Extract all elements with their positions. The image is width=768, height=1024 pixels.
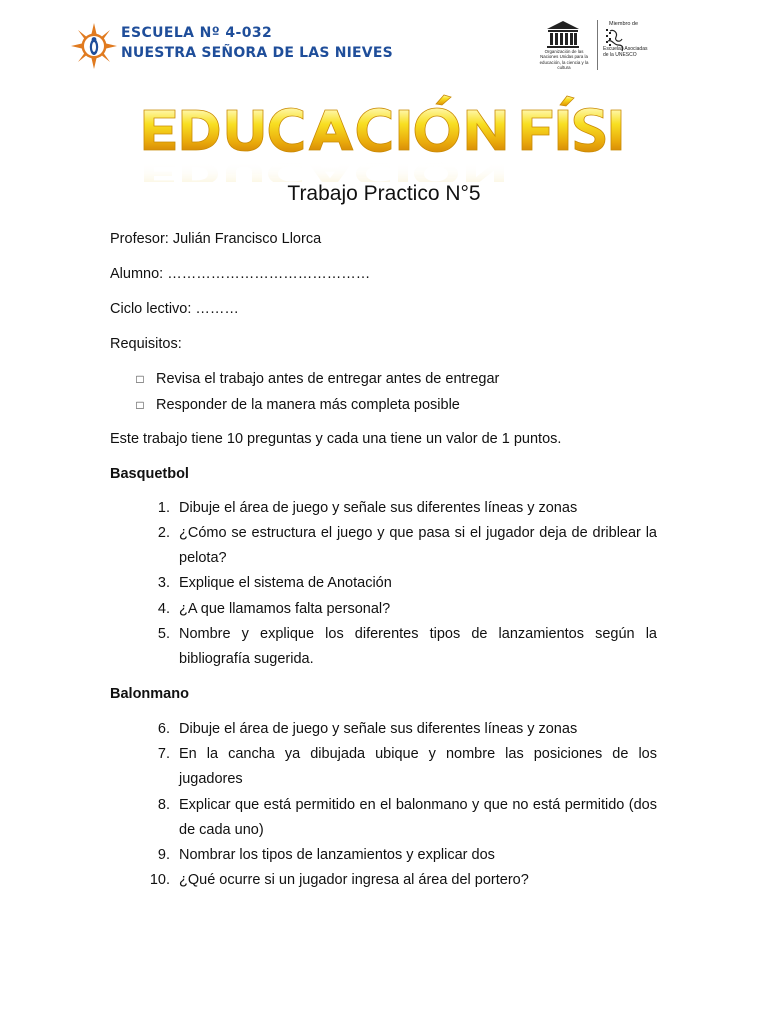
school-name-line2: NUESTRA SEÑORA DE LAS NIEVES (121, 45, 393, 61)
question-text: ¿Qué ocurre si un jugador ingresa al área del portero? (179, 872, 529, 888)
school-emblem-icon (70, 22, 118, 70)
question-text: ¿Cómo se estructura el juego y que pasa si el jugador deja de driblear la pelota? (179, 525, 657, 566)
question-number: 2. (157, 525, 170, 541)
aspnet-caption: Escuelas Asociadas de la UNESCO (603, 46, 648, 58)
requisitos-label: Requisitos: (110, 336, 182, 352)
alumno-line: Alumno: …………………………………… (110, 266, 371, 282)
unesco-caption: Organización de las Naciones Unidas para la educación, la ciencia y la cultura (539, 49, 589, 71)
intro-text: Este trabajo tiene 10 preguntas y cada una tiene un valor de 1 puntos. (110, 431, 562, 447)
title-wordart (138, 86, 632, 182)
question-number: 5. (157, 626, 170, 642)
question-number: 1. (157, 500, 170, 516)
ciclo-lectivo-line: Ciclo lectivo: ……… (110, 301, 239, 317)
aspnet-label: Miembro de (609, 21, 639, 27)
profesor-line: Profesor: Julián Francisco Llorca (110, 231, 322, 247)
bullet-icon: □ (136, 372, 144, 386)
question-number: 8. (157, 797, 170, 813)
question-text: Nombre y explique los diferentes tipos de lanzamientos según la bibliografía sugerida. (179, 626, 657, 667)
question-number: 4. (157, 601, 170, 617)
logo-divider (597, 20, 598, 70)
question-number: 7. (157, 746, 170, 762)
question-text: En la cancha ya dibujada ubique y nombre las posiciones de los jugadores (179, 746, 657, 787)
bullet-icon: □ (136, 398, 144, 412)
question-number: 9. (157, 847, 170, 863)
question-text: Dibuje el área de juego y señale sus diferentes líneas y zonas (179, 721, 578, 737)
requirement-item: Revisa el trabajo antes de entregar antes de entregar (156, 371, 500, 387)
question-number: 10. (149, 872, 170, 888)
question-text: Explique el sistema de Anotación (179, 575, 392, 591)
question-text: Nombrar los tipos de lanzamientos y explicar dos (179, 847, 495, 863)
unesco-temple-icon (545, 20, 581, 50)
requirement-item: Responder de la manera más completa posible (156, 397, 460, 413)
section-title-balonmano: Balonmano (110, 686, 189, 702)
question-text: Explicar que está permitido en el balonmano y que no está permitido (dos de cada uno) (179, 797, 657, 838)
question-number: 6. (157, 721, 170, 737)
question-text: Dibuje el área de juego y señale sus diferentes líneas y zonas (179, 500, 578, 516)
page-title (138, 86, 632, 182)
question-text: ¿A que llamamos falta personal? (179, 601, 391, 617)
question-number: 3. (157, 575, 170, 591)
section-title-basquetbol: Basquetbol (110, 466, 189, 482)
document-heading: Trabajo Practico N°5 (287, 182, 481, 205)
school-name-line1: ESCUELA Nº 4-032 (121, 25, 273, 41)
